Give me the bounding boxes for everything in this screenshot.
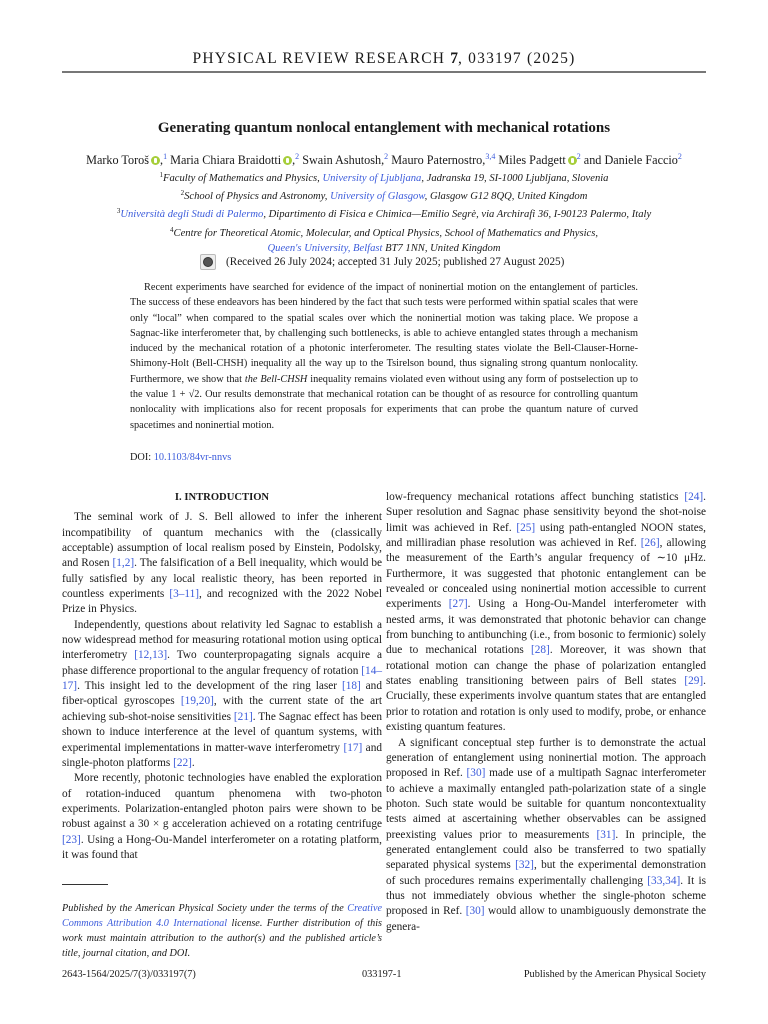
citation-link[interactable]: [27] xyxy=(448,598,468,611)
footnote-text-2: license. Further distribution of this work must maintain attribution to the author(s) and the published article’s title, journal citation, and DOI. xyxy=(62,918,382,960)
citation-link[interactable]: [29] xyxy=(684,675,704,688)
body-text: . The falsification of a Bell inequality, which would be fully satisfied by any local realistic theory, has been reported in countless experiments xyxy=(62,557,382,601)
body-text: . xyxy=(191,756,195,769)
citation-link[interactable]: [24] xyxy=(684,491,704,503)
citation-link[interactable]: [25] xyxy=(516,521,536,534)
body-text: . In principle, the generated entanglement could also be transferred to two spatially separated physical systems xyxy=(386,828,707,872)
intro-paragraph-1 xyxy=(62,510,382,617)
journal-header xyxy=(62,50,706,68)
citation-link[interactable]: [19,20] xyxy=(180,695,214,708)
affiliation-line: $^1$Faculty of Mathematics and Physics, University of Ljubljana, Jadranska 19, SI-1000 Ljubljana, Slovenia xyxy=(159,171,609,184)
author-list: Marko Toroš ,$^1$ Maria Chiara Braidotti ,$^2$ Swain Ashutosh,$^2$ Mauro Paternostro,$^{3,4}$ Miles Padgett $^2$ and Daniele Faccio$^2$ xyxy=(86,152,682,167)
body-text: and fiber-optical gyroscopes xyxy=(62,680,382,708)
abstract-text-1: Recent experiments have searched for evidence of the impact of noninertial motion on the entanglement of particles. The success of these endeavors has been hindered by the fact that such tests were performed within spatial scales that were only “local” when compared to the spatial scales over which the noninertial motion was taking place. We propose a Sagnac-like interferometer that, by challenging such bottlenecks, is able to achieve entangled states through a mechanism induced by the mechanical rotation of a photonic interferometer. The resulting states violate the Bell-Clauser-Horne-Shimony-Holt (Bell-CHSH) inequality all the way up to the Tsirelson bound, thus signaling strong quantum nonlocality. Furthermore, we show that xyxy=(130,282,638,385)
body-text: . Two counterpropagating signals acquire a phase difference proportional to the angular frequency of rotation xyxy=(62,649,382,677)
author-name: and Daniele Faccio xyxy=(583,153,678,167)
body-text: . Super resolution and Sagnac phase sensitivity beyond the shot-noise limit was achieved in Ref. xyxy=(386,491,706,534)
footer-page-number: 033197-1 xyxy=(362,969,402,980)
received-dates-row xyxy=(200,254,580,270)
affiliation-line: $^3$Università degli Studi di Palermo, Dipartimento di Fisica e Chimica—Emilio Segrè, via Archirafi 36, I-90123 Palermo, Italy xyxy=(116,207,652,221)
body-text: made use of a multipath Sagnac interferometer to achieve a maximally entangled path-polarization state of a single photon. Such state would be suitable for quantum noncontextuality tests aimed at ascertaining whether observables can be assigned preexisting values prior to measurements xyxy=(386,767,706,841)
journal-name: PHYSICAL REVIEW RESEARCH xyxy=(192,50,446,67)
body-text: , allowing the measurement of the Earth’s angular frequency of ∼10 μHz. Furthermore, it was suggested that photonic entanglement can be revealed or concealed using noninertial motion accessible to current experiments xyxy=(386,537,706,611)
body-text: . It is thus not immediately obvious whether the single-photon scheme proposed in Ref. xyxy=(386,874,706,918)
abstract-text-2: inequality remains violated even without using any form of postselection up to the value 1 + √2. Our results demonstrate that mechanical rotation can be thought of as resource for controlling quantum nonlocality with implications also for recent proposals for experiments that can probe the quantum nature of curved spacetimes and noninertial motion. xyxy=(130,373,639,431)
body-text: low-frequency mechanical rotations affect bunching statistics xyxy=(386,491,685,503)
footnote-rule xyxy=(62,884,108,885)
body-text: would allow to unambiguously demonstrate the genera- xyxy=(386,905,707,933)
citation-link[interactable]: [30] xyxy=(466,767,486,780)
intro-paragraph-3-cont xyxy=(386,490,706,736)
citation-link[interactable]: [18] xyxy=(341,680,361,693)
affiliation-marker[interactable]: 3,4 xyxy=(485,152,496,161)
body-text: Independently, questions about relativity led Sagnac to establish a now widespread method for measuring rotational motion using optical interferometry xyxy=(62,618,382,662)
citation-link[interactable]: [30] xyxy=(465,905,485,918)
affiliations xyxy=(40,168,728,256)
author-name: Mauro Paternostro xyxy=(391,153,483,167)
author-name: Miles Padgett xyxy=(498,153,566,167)
citation-link[interactable]: [31] xyxy=(596,828,616,841)
body-text: The seminal work of J. S. Bell allowed to infer the inherent incompatibility of quantum mechanics with the (classically acceptable) assumption of local realism posed by Einstein, Podolsky, and Rosen xyxy=(62,511,382,570)
citation-link[interactable]: [23] xyxy=(62,833,81,846)
citation-link[interactable]: [12,13] xyxy=(134,649,168,662)
body-text: and single-photon platforms xyxy=(62,741,382,769)
article-number-year: , 033197 (2025) xyxy=(458,50,576,67)
doi-label: DOI: xyxy=(130,452,154,463)
left-column xyxy=(62,490,382,863)
abstract xyxy=(130,280,638,433)
author-name: Marko Toroš xyxy=(86,153,150,167)
citation-link[interactable]: [32] xyxy=(515,859,534,872)
body-text: . Using a Hong-Ou-Mandel interferometer on a rotating platform, it was found that xyxy=(62,833,382,861)
body-text: . Using a Hong-Ou-Mandel interferometer with nested arms, it was demonstrated that photonic behavior can change from bunching to antibunching (i.e., from bosonic to fermionic) solely due to mechanical rotations xyxy=(386,598,706,657)
institution-link[interactable]: Università degli Studi di Palermo xyxy=(120,209,264,221)
affiliation-marker[interactable]: 2 xyxy=(384,152,389,161)
body-text: . Crucially, these experiments involve quantum states that are entangled prior to rotation and rotation is only used to modify, probe, or enhance existing quantum features. xyxy=(386,675,706,734)
doi-line xyxy=(130,452,231,463)
body-text: A significant conceptual step further is to demonstrate the actual generation of entanglement using noninertial motion. The approach proposed in Ref. xyxy=(386,736,706,780)
body-text: , with the current state of the art achieving sub-shot-noise sensitivities xyxy=(62,695,383,723)
affiliation-marker[interactable]: 2 xyxy=(295,152,300,161)
body-text: . This insight led to the development of the ring laser xyxy=(77,680,342,693)
affiliation-marker[interactable]: 2 xyxy=(576,152,581,161)
citation-link[interactable]: [21] xyxy=(233,710,253,723)
journal-volume: 7 xyxy=(450,50,459,67)
footnote-text-1: Published by the American Physical Society under the terms of the xyxy=(62,903,348,914)
body-text: , and recognized with the 2022 Nobel Prize in Physics. xyxy=(62,588,383,616)
orcid-icon[interactable] xyxy=(283,156,292,165)
intro-paragraph-2 xyxy=(62,618,382,771)
citation-link[interactable]: [33,34] xyxy=(647,874,681,887)
intro-paragraph-4 xyxy=(386,736,706,935)
citation-link[interactable]: [26] xyxy=(640,537,660,550)
affiliation-line: $^2$School of Physics and Astronomy, University of Glasgow, Glasgow G12 8QQ, United Kingdom xyxy=(180,189,588,203)
license-footnote xyxy=(62,901,382,961)
header-rule xyxy=(62,71,706,73)
paper-title: Generating quantum nonlocal entanglement with mechanical rotations xyxy=(157,120,611,136)
abstract-italic: the Bell-CHSH xyxy=(244,373,308,385)
affiliation-marker[interactable]: 2 xyxy=(677,152,682,161)
body-text: . Moreover, it was shown that rotational motion can change the phase of polarization entangled states enabling transitioning between pairs of Bell states xyxy=(386,644,706,688)
citation-link[interactable]: [1,2] xyxy=(112,557,135,570)
footer-publisher: Published by the American Physical Society xyxy=(523,969,706,980)
body-text: More recently, photonic technologies have enabled the exploration of rotation-induced quantum phenomena with two-photon experiments. Polarization-entangled photon pairs were shown to be robust against a 30 × g acceleration achieved on a rotating centrifuge xyxy=(62,772,382,831)
section-heading-introduction: I. INTRODUCTION xyxy=(174,492,270,503)
doi-link[interactable]: 10.1103/84vr-nnvs xyxy=(153,452,232,463)
citation-link[interactable]: [14–17] xyxy=(62,664,382,693)
institution-link[interactable]: University of Ljubljana xyxy=(322,173,422,184)
check-for-updates-icon[interactable] xyxy=(200,254,216,270)
citation-link[interactable]: [22] xyxy=(173,756,192,769)
body-text: using path-entangled NOON states, and milliradian phase resolution was achieved in Ref. xyxy=(386,521,706,550)
orcid-icon[interactable] xyxy=(151,156,160,165)
cc-license-link[interactable]: Creative Commons Attribution 4.0 International xyxy=(62,903,382,930)
citation-link[interactable]: [17] xyxy=(343,741,363,754)
right-column xyxy=(386,490,706,935)
institution-link[interactable]: Queen's University, Belfast xyxy=(267,242,383,254)
citation-link[interactable]: [28] xyxy=(530,644,550,657)
footer-issn: 2643-1564/2025/7(3)/033197(7) xyxy=(62,969,196,980)
body-text: . The Sagnac effect has been shown to induce interference at the level of quantum systems, with experimental implementations in matter-wave interferometry xyxy=(62,710,382,754)
orcid-icon[interactable] xyxy=(568,156,577,165)
citation-link[interactable]: [3–11] xyxy=(169,588,200,601)
author-name: Swain Ashutosh xyxy=(302,153,382,167)
affiliation-marker[interactable]: 1 xyxy=(163,152,168,161)
institution-link[interactable]: University of Glasgow xyxy=(330,191,425,203)
author-name: Maria Chiara Braidotti xyxy=(170,153,282,167)
body-text: , but the experimental demonstration of such procedures remains experimentally challenging xyxy=(386,859,706,887)
received-dates: (Received 26 July 2024; accepted 31 July 2025; published 27 August 2025) xyxy=(226,256,565,268)
intro-paragraph-3 xyxy=(62,771,382,863)
affiliation-line: Queen's University, Belfast BT7 1NN, United Kingdom xyxy=(267,242,501,254)
affiliation-line: $^4$Centre for Theoretical Atomic, Molecular, and Optical Physics, School of Mathematics and Physics, xyxy=(170,225,598,239)
